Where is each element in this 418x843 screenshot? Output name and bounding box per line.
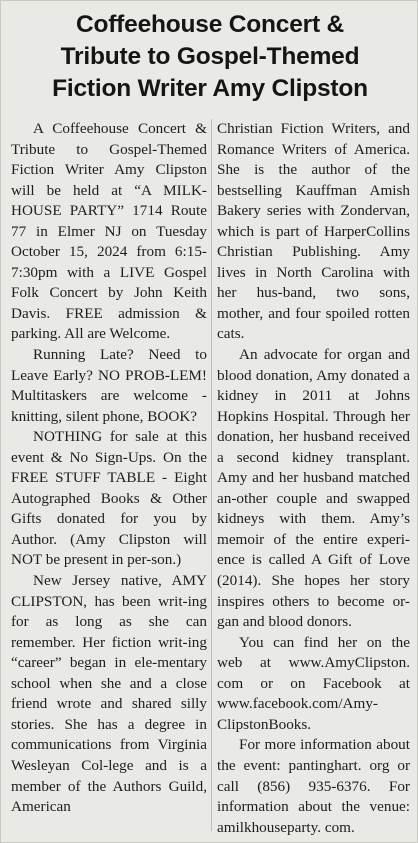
paragraph-find-her-online: You can find her on the web at www.AmyClipston. com or on Facebook at www.facebook.com/Amy-ClipstonBooks.	[217, 633, 410, 733]
paragraph-running-late: Running Late? Need to Leave Early? NO PROB-LEM! Multitaskers are welcome - knitting, silent phone, BOOK?	[11, 346, 207, 425]
paragraph-author-bio: New Jersey native, AMY CLIPSTON, has been writ-ing for as long as she can remember. Her fiction writ-ing “career” began in ele-mentary school when she and a close friend wrote and shared silly stories. She has a degree in communications from Virginia Wesleyan Col-lege and is a member of the Authors Guild, American	[11, 572, 207, 816]
headline-line-3: Fiction Writer Amy Clipston	[52, 75, 368, 102]
paragraph-author-bio-continued: Christian Fiction Writers, and Romance Writers of America. She is the author of the bestselling Kauffman Amish Bakery series with Zondervan, which is part of HarperCollins Christian Publishing. Amy lives in North Carolina with her hus-band, two sons, mother, and four spoiled rotten cats.	[217, 120, 410, 343]
paragraph-event-announcement: A Coffeehouse Concert & Tribute to Gospel-Themed Fiction Writer Amy Clipston will be held at “A MILK-HOUSE PARTY” 1714 Route 77 in Elmer NJ on Tuesday October 15, 2024 from 6:15-7:30pm with a LIVE Gospel Folk Concert by John Keith Davis. FREE admission & parking. All are Welcome.	[11, 120, 207, 343]
article-column-right	[217, 119, 410, 838]
headline-line-1: Coffeehouse Concert &	[75, 11, 345, 38]
article-column-left	[11, 119, 207, 818]
paragraph-nothing-for-sale: NOTHING for sale at this event & No Sign-Ups. On the FREE STUFF TABLE - Eight Autographed Books & Other Gifts donated for you by Author. (Amy Clipston will NOT be present in per-son.)	[11, 428, 207, 569]
column-divider	[211, 119, 212, 831]
headline-line-2: Tribute to Gospel-Themed	[60, 43, 360, 70]
paragraph-event-information: For more information about the event: pantinghart. org or call (856) 935-6376. For information about the venue: amilkhouseparty. com.	[217, 736, 410, 836]
article-headline	[1, 9, 418, 105]
paragraph-organ-donation: An advocate for organ and blood donation, Amy donated a kidney in 2011 at Johns Hopkins Hospital. Through her donation, her husband received a second kidney transplant. Amy and her husband matched an-other couple and swapped kidneys with them. Amy’s memoir of the entire experi-ence is called A Gift of Love (2014). She hopes her story inspires others to become or-gan and blood donors.	[217, 346, 410, 631]
